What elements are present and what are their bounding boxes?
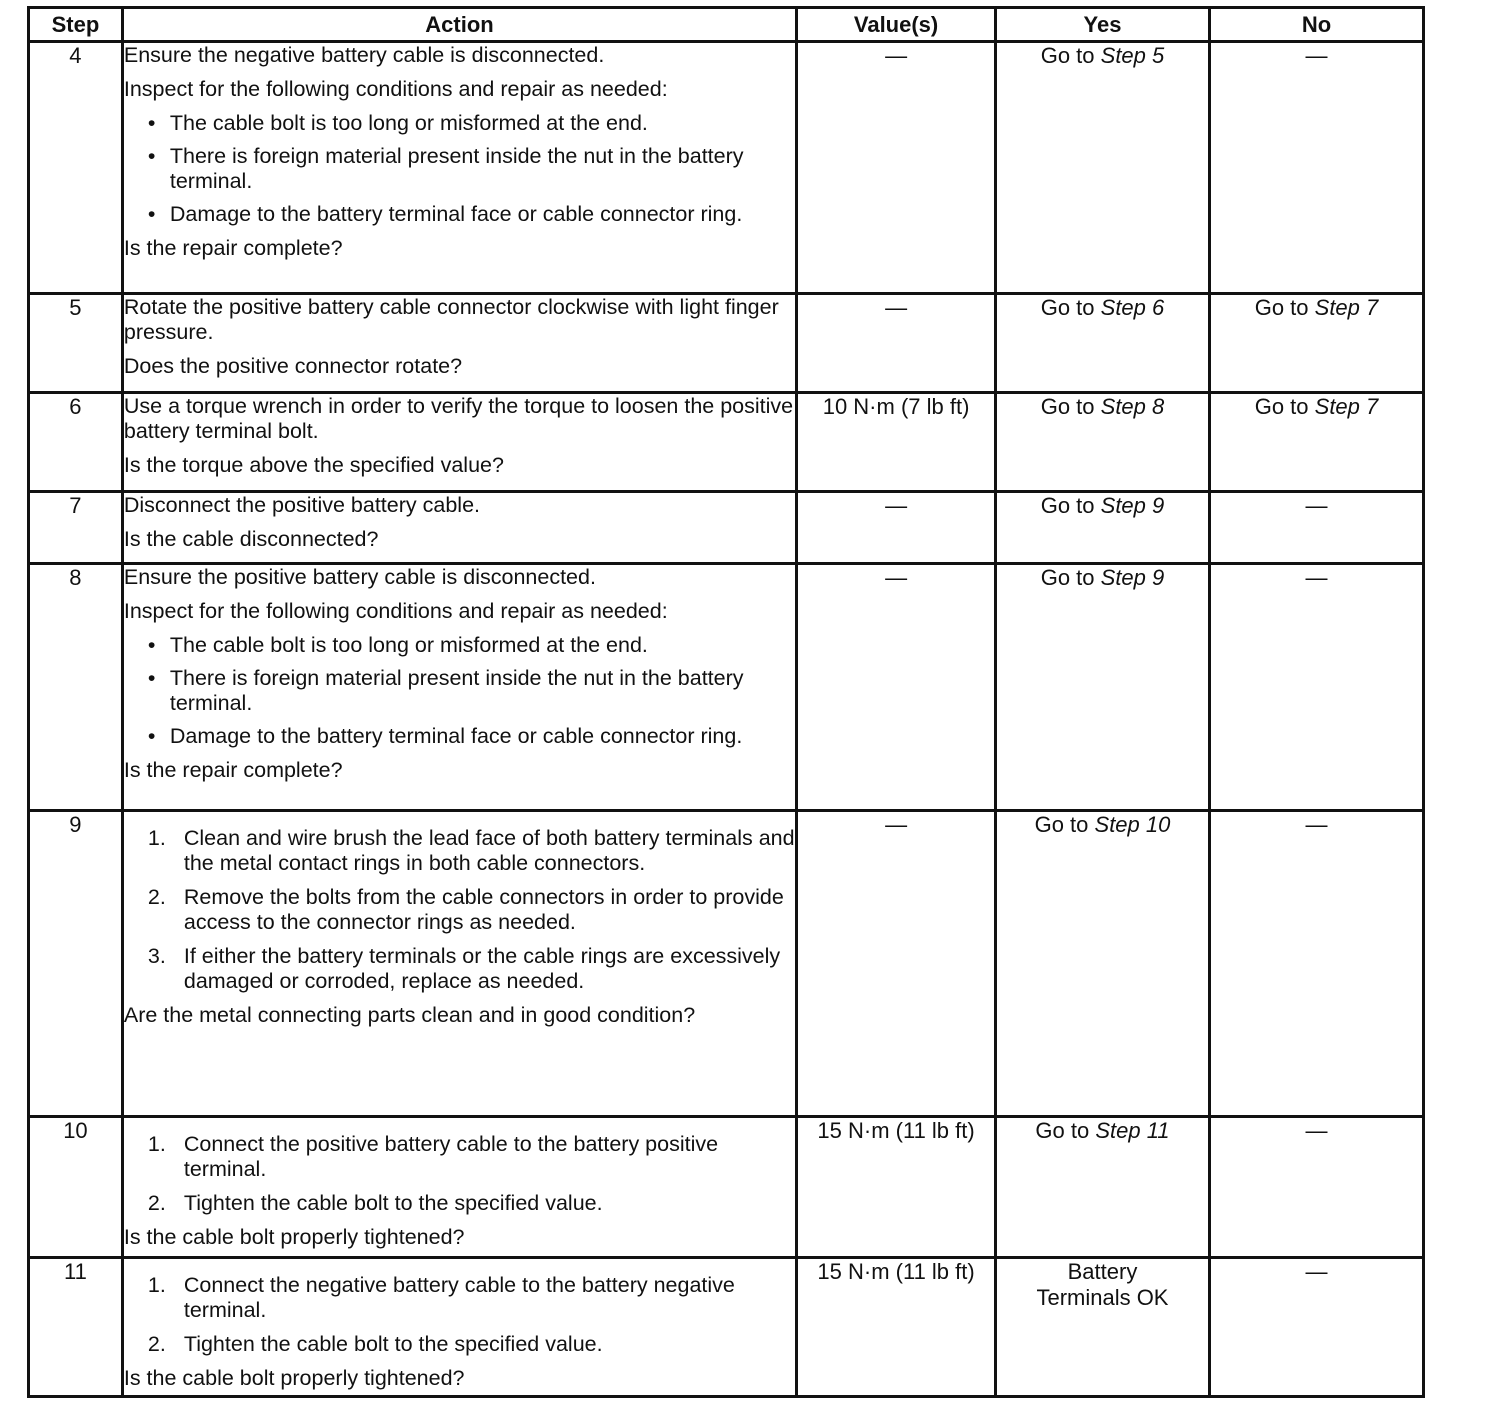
list-item: • Damage to the battery terminal face or cable connector ring. xyxy=(146,724,795,749)
goto-label: Go to xyxy=(1040,394,1095,419)
list-item xyxy=(148,1191,795,1216)
step-link: Step 7 xyxy=(1314,295,1379,320)
question-text: Is the repair complete? xyxy=(123,236,343,260)
action-text: Inspect for the following conditions and repair as needed: xyxy=(123,599,668,623)
list-item xyxy=(148,885,795,935)
procedure-list xyxy=(124,826,795,994)
goto-label: Go to xyxy=(1034,812,1089,837)
step-link: Step 9 xyxy=(1100,565,1165,590)
value-cell: 15 N·m (11 lb ft) xyxy=(797,1258,996,1397)
item-number: 2. xyxy=(147,1332,166,1356)
no-cell: — xyxy=(1209,811,1423,1117)
table-row-step-5 xyxy=(29,294,1424,393)
no-cell: — xyxy=(1209,42,1423,294)
goto-label: Go to xyxy=(1040,43,1095,68)
action-text: Use a torque wrench in order to verify the torque to loosen the positive battery terminal bolt. xyxy=(123,394,794,443)
question-text: Is the repair complete? xyxy=(123,758,343,782)
step-link: Step 10 xyxy=(1094,812,1171,837)
question-text: Is the torque above the specified value? xyxy=(123,453,504,477)
value-cell: — xyxy=(797,564,996,811)
yes-cell xyxy=(995,492,1209,564)
item-text: Tighten the cable bolt to the specified value. xyxy=(183,1332,603,1356)
table-row-step-7 xyxy=(29,492,1424,564)
no-cell: — xyxy=(1209,1117,1423,1258)
step-link: Step 5 xyxy=(1100,43,1165,68)
item-text: If either the battery terminals or the cable rings are excessively damaged or corroded, replace as needed. xyxy=(183,944,781,993)
no-cell: — xyxy=(1209,564,1423,811)
table-row-step-9 xyxy=(29,811,1424,1117)
yes-cell xyxy=(995,393,1209,492)
list-item: • The cable bolt is too long or misformed at the end. xyxy=(146,111,795,136)
procedure-list xyxy=(124,1132,795,1216)
question-text: Is the cable bolt properly tightened? xyxy=(123,1366,465,1390)
header-yes: Yes xyxy=(995,8,1209,42)
action-cell xyxy=(122,42,796,294)
step-link: Step 7 xyxy=(1314,394,1379,419)
action-cell xyxy=(122,492,796,564)
no-cell xyxy=(1209,393,1423,492)
yes-cell xyxy=(995,294,1209,393)
item-number: 2. xyxy=(147,885,166,909)
goto-label: Go to xyxy=(1040,295,1095,320)
condition-list xyxy=(124,633,795,749)
goto-label: Go to xyxy=(1254,295,1309,320)
item-number: 1. xyxy=(147,1132,166,1156)
step-number: 4 xyxy=(29,42,123,294)
item-number: 2. xyxy=(147,1191,166,1215)
step-number: 11 xyxy=(29,1258,123,1397)
goto-label: Go to xyxy=(1254,394,1309,419)
action-text: Ensure the positive battery cable is disconnected. xyxy=(123,565,596,589)
list-item xyxy=(148,1332,795,1357)
action-cell xyxy=(122,564,796,811)
header-value: Value(s) xyxy=(797,8,996,42)
list-item: • There is foreign material present inside the nut in the battery terminal. xyxy=(146,666,795,716)
value-cell: — xyxy=(797,42,996,294)
action-cell xyxy=(122,1258,796,1397)
question-text: Is the cable bolt properly tightened? xyxy=(123,1225,465,1249)
goto-label: Go to xyxy=(1040,493,1095,518)
table-row-step-8 xyxy=(29,564,1424,811)
step-link: Step 9 xyxy=(1100,493,1165,518)
value-cell: — xyxy=(797,492,996,564)
goto-label: Go to xyxy=(1035,1118,1090,1143)
step-number: 8 xyxy=(29,564,123,811)
action-cell xyxy=(122,1117,796,1258)
yes-cell xyxy=(995,1258,1209,1397)
step-number: 9 xyxy=(29,811,123,1117)
condition-list xyxy=(124,111,795,227)
step-number: 6 xyxy=(29,393,123,492)
diagnostic-table xyxy=(27,6,1425,1398)
table-row-step-10 xyxy=(29,1117,1424,1258)
action-text: Disconnect the positive battery cable. xyxy=(123,493,480,517)
value-cell: — xyxy=(797,294,996,393)
step-link: Step 8 xyxy=(1100,394,1165,419)
item-text: Clean and wire brush the lead face of both battery terminals and the metal contact rings in both cable connectors. xyxy=(183,826,795,875)
goto-label: Go to xyxy=(1040,565,1095,590)
list-item: • There is foreign material present inside the nut in the battery terminal. xyxy=(146,144,795,194)
list-item xyxy=(148,944,795,994)
value-cell: 10 N·m (7 lb ft) xyxy=(797,393,996,492)
result-line-2: Terminals OK xyxy=(1036,1285,1169,1310)
question-text: Does the positive connector rotate? xyxy=(123,354,463,378)
action-text: Ensure the negative battery cable is disconnected. xyxy=(123,43,605,67)
step-link: Step 6 xyxy=(1100,295,1165,320)
item-number: 3. xyxy=(147,944,166,968)
yes-cell xyxy=(995,564,1209,811)
value-cell: 15 N·m (11 lb ft) xyxy=(797,1117,996,1258)
item-text: Connect the negative battery cable to the battery negative terminal. xyxy=(183,1273,735,1322)
header-row xyxy=(29,8,1424,42)
table-row-step-4 xyxy=(29,42,1424,294)
yes-cell xyxy=(995,811,1209,1117)
list-item xyxy=(148,1273,795,1323)
action-text: Inspect for the following conditions and repair as needed: xyxy=(123,77,668,101)
value-cell: — xyxy=(797,811,996,1117)
list-item: • Damage to the battery terminal face or cable connector ring. xyxy=(146,202,795,227)
action-cell xyxy=(122,811,796,1117)
step-number: 5 xyxy=(29,294,123,393)
item-number: 1. xyxy=(147,826,166,850)
procedure-list xyxy=(124,1273,795,1357)
item-text: Tighten the cable bolt to the specified value. xyxy=(183,1191,603,1215)
step-link: Step 11 xyxy=(1095,1118,1170,1143)
result-line-1: Battery xyxy=(1067,1259,1138,1284)
table-row-step-11 xyxy=(29,1258,1424,1397)
no-cell: — xyxy=(1209,1258,1423,1397)
list-item xyxy=(148,1132,795,1182)
no-cell xyxy=(1209,294,1423,393)
header-action: Action xyxy=(122,8,796,42)
item-text: Remove the bolts from the cable connectors in order to provide access to the connector rings as needed. xyxy=(183,885,784,934)
action-cell xyxy=(122,393,796,492)
yes-cell xyxy=(995,1117,1209,1258)
no-cell: — xyxy=(1209,492,1423,564)
yes-cell xyxy=(995,42,1209,294)
question-text: Is the cable disconnected? xyxy=(123,527,379,551)
step-number: 10 xyxy=(29,1117,123,1258)
header-no: No xyxy=(1209,8,1423,42)
list-item xyxy=(148,826,795,876)
action-text: Rotate the positive battery cable connector clockwise with light finger pressure. xyxy=(123,295,779,344)
question-text: Are the metal connecting parts clean and in good condition? xyxy=(123,1003,696,1027)
action-cell xyxy=(122,294,796,393)
item-text: Connect the positive battery cable to the battery positive terminal. xyxy=(183,1132,719,1181)
table-row-step-6 xyxy=(29,393,1424,492)
list-item: • The cable bolt is too long or misformed at the end. xyxy=(146,633,795,658)
step-number: 7 xyxy=(29,492,123,564)
header-step: Step xyxy=(29,8,123,42)
item-number: 1. xyxy=(147,1273,166,1297)
